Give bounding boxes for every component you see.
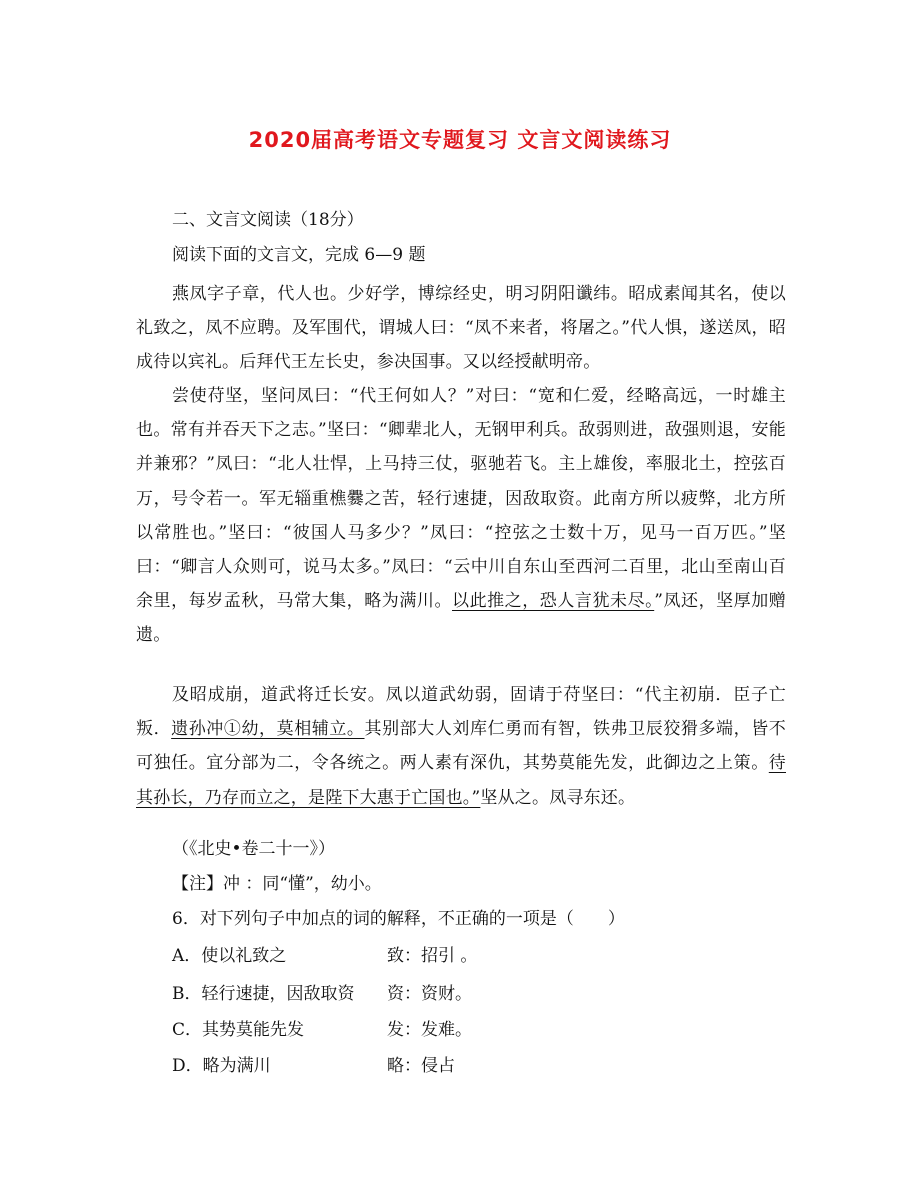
underlined-sentence: 待其孙长，乃存而立之，是陛下大惠于亡国也。” — [136, 753, 786, 808]
passage-segment: 尝使苻坚，坚问凤曰：“代王何如人？”对曰：“宽和仁爱，经略高远，一时雄主也。常有并吞天下之志。”坚曰：“卿辈北人，无钢甲利兵。敌弱则进，敌强则退，安能并兼邪？”凤曰：“北人壮悍，上马持三仗，驱驰若飞。主上雄俊，率服北土，控弦百万，号令若一。军无辎重樵爨之苦，轻行速捷，因敌取资。此南方所以疲弊，北方所以常胜也。”坚曰：“彼国人马多少？”凤曰：“控弦之士数十万，见马一百万匹。”坚曰：“卿言人众则可，说马太多。”凤曰：“云中川自东山至西河二百里，北山至南山百余里，每岁孟秋，马常大集，略为满川。 — [136, 386, 786, 612]
passage-segment: 其别部大人刘库仁勇而有智，铁弗卫辰狡猾多端，皆不可独任。宜分部为二，令各统之。两人素有深仇，其势莫能先发，此御边之上策。 — [136, 719, 786, 774]
page-title: 2020届高考语文专题复习 文言文阅读练习 — [248, 128, 672, 152]
option-explanation: 资：资财。 — [387, 984, 472, 1004]
passage-segment: ”凤还，坚厚加赠遗。 — [136, 591, 786, 646]
option-label: A．使以礼致之 — [172, 946, 287, 966]
option-explanation: 略：侵占 — [387, 1056, 455, 1076]
annotation-note: 【注】冲 ：同“懂”，幼小。 — [172, 874, 382, 894]
question-stem: 6．对下列句子中加点的词的解释，不正确的一项是（ ） — [172, 909, 625, 929]
option-a — [172, 945, 477, 967]
option-label: C．其势莫能先发 — [172, 1020, 305, 1040]
source-citation: （《北史•卷二十一》） — [172, 839, 336, 859]
instruction-text: 阅读下面的文言文，完成 6—9 题 — [172, 245, 426, 265]
option-c — [172, 1019, 472, 1041]
option-b — [172, 983, 472, 1005]
passage-paragraph-2 — [136, 379, 786, 653]
option-explanation: 致：招引 。 — [387, 946, 478, 966]
option-label: B．轻行速捷，因敌取资 — [172, 984, 355, 1004]
option-d — [172, 1055, 455, 1077]
passage-segment: 坚从之。凤寻东还。 — [480, 787, 636, 808]
passage-segment: 燕凤字子章，代人也。少好学，博综经史，明习阴阳谶纬。昭成素闻其名，使以礼致之，凤不应聘。及军围代，谓城人曰：“凤不来者，将屠之。”代人惧，遂送凤，昭成待以宾礼。后拜代王左长史，参决国事。又以经授献明帝。 — [136, 284, 786, 373]
underlined-sentence: 以此推之，恐人言犹未尽。 — [452, 591, 655, 612]
passage-paragraph-1 — [136, 277, 786, 380]
section-heading: 二、文言文阅读（18分） — [172, 210, 364, 230]
passage-segment: 及昭成崩，道武将迁长安。凤以道武幼弱，固请于苻坚曰：“代主初崩．臣子亡叛． — [136, 685, 786, 740]
passage-paragraph-3 — [136, 678, 786, 815]
underlined-sentence: 遗孙冲①幼，莫相辅立。 — [171, 719, 365, 740]
option-label: D．略为满川 — [172, 1056, 271, 1076]
option-explanation: 发：发难。 — [387, 1020, 472, 1040]
